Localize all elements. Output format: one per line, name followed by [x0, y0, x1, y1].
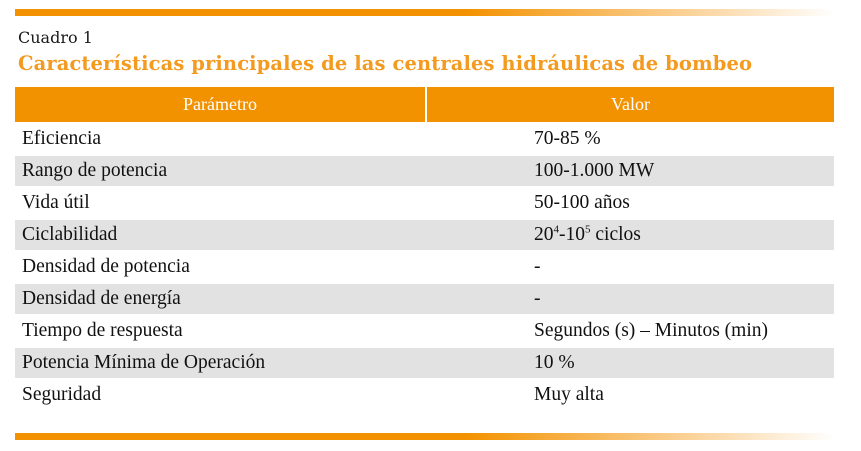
row-value: Muy alta	[426, 379, 834, 410]
row-value: 70-85 %	[426, 123, 834, 155]
row-parameter: Vida útil	[15, 187, 426, 219]
table-row	[15, 347, 834, 379]
row-value: -	[426, 283, 834, 315]
cyclability-unit: ciclos	[590, 224, 641, 245]
row-value: Segundos (s) – Minutos (min)	[426, 315, 834, 347]
cyclability-exponent-2: 5	[585, 223, 591, 236]
table-header	[15, 87, 834, 123]
cyclability-base: 20	[534, 224, 554, 245]
row-value	[426, 219, 834, 251]
table-row	[15, 283, 834, 315]
row-parameter: Eficiencia	[15, 123, 426, 155]
row-value: 100-1.000 MW	[426, 155, 834, 187]
table-row	[15, 123, 834, 155]
table-header-row	[15, 87, 834, 123]
table-row	[15, 155, 834, 187]
characteristics-table	[15, 87, 834, 410]
header-value: Valor	[426, 87, 834, 123]
row-parameter: Rango de potencia	[15, 155, 426, 187]
table-caption-title: Características principales de las centrales hidráulicas de bombeo	[18, 52, 753, 75]
bottom-orange-rule	[15, 433, 835, 440]
table-row	[15, 187, 834, 219]
row-parameter: Seguridad	[15, 379, 426, 410]
row-parameter: Ciclabilidad	[15, 219, 426, 251]
row-parameter: Densidad de energía	[15, 283, 426, 315]
table-caption-label: Cuadro 1	[18, 28, 93, 47]
cyclability-exponent-1: 4	[553, 223, 559, 236]
table-body	[15, 123, 834, 410]
cyclability-separator: -10	[559, 224, 585, 245]
table-row	[15, 251, 834, 283]
table-row	[15, 219, 834, 251]
table-row	[15, 379, 834, 410]
row-parameter: Tiempo de respuesta	[15, 315, 426, 347]
row-parameter: Densidad de potencia	[15, 251, 426, 283]
row-value: 50-100 años	[426, 187, 834, 219]
top-orange-rule	[15, 9, 835, 16]
row-parameter: Potencia Mínima de Operación	[15, 347, 426, 379]
row-value: 10 %	[426, 347, 834, 379]
row-value: -	[426, 251, 834, 283]
table-row	[15, 315, 834, 347]
header-parameter: Parámetro	[15, 87, 426, 123]
